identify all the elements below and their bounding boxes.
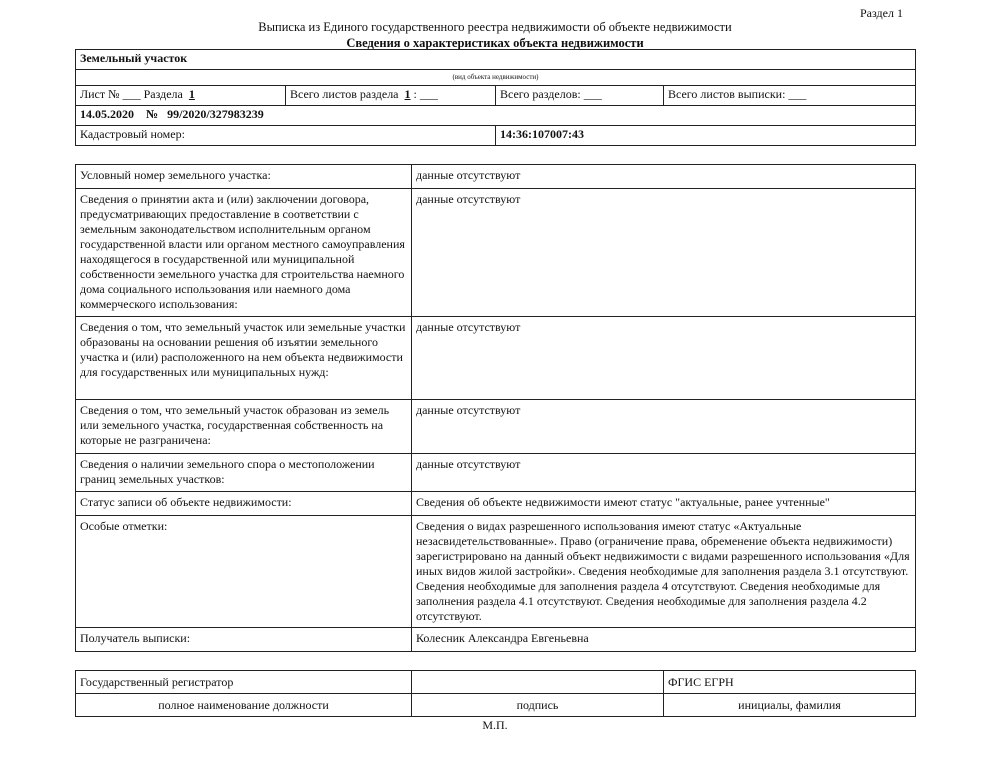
row-value: Сведения о видах разрешенного использования имеют статус «Актуальные незасвидетельствованные». Право (ограничение права, обременение объекта недвижимости) зарегистрировано на данный объект недвижимости с видами разрешенного использования «Для иных видов жилой застройки». Сведения необходимые для заполнения раздела 3.1 отсутствуют. Сведения необходимые для заполнения раздела 4 отсутствуют. Сведения необходимые для заполнения раздела 4.1 отсутствуют. Сведения необходимые для заполнения раздела 4.2 отсутствуют. <box>412 516 916 628</box>
row-label: Сведения о том, что земельный участок образован из земель или земельного участка, государственная собственность на которые не разграничена: <box>76 400 412 454</box>
sheet-number-cell <box>76 86 286 106</box>
object-header-table <box>75 49 916 146</box>
table-row <box>76 400 916 454</box>
extract-date: 14.05.2020 <box>80 107 134 121</box>
table-row <box>76 454 916 492</box>
table-row <box>76 492 916 516</box>
registrar-position: Государственный регистратор <box>76 671 412 694</box>
total-sheets-label: Всего листов раздела <box>290 87 399 101</box>
total-sheets-cell <box>286 86 496 106</box>
section-number: 1 <box>188 87 195 101</box>
signature-caption: подпись <box>412 694 664 717</box>
row-label: Особые отметки: <box>76 516 412 628</box>
row-value: данные отсутствуют <box>412 189 916 317</box>
row-value: данные отсутствуют <box>412 317 916 400</box>
row-value: данные отсутствуют <box>412 165 916 189</box>
table-row <box>76 317 916 400</box>
row-value: Колесник Александра Евгеньевна <box>412 628 916 652</box>
table-row <box>76 165 916 189</box>
object-type: Земельный участок <box>76 50 916 70</box>
signature-field <box>412 671 664 694</box>
initials-caption: инициалы, фамилия <box>664 694 916 717</box>
row-value: данные отсутствуют <box>412 400 916 454</box>
total-sections: Всего разделов: ___ <box>496 86 664 106</box>
row-label: Получатель выписки: <box>76 628 412 652</box>
registry-system: ФГИС ЕГРН <box>664 671 916 694</box>
sheet-number-label: Лист № ___ Раздела <box>80 87 183 101</box>
position-caption: полное наименование должности <box>76 694 412 717</box>
signature-table <box>75 670 916 717</box>
row-label: Статус записи об объекте недвижимости: <box>76 492 412 516</box>
characteristics-table <box>75 164 916 652</box>
table-row <box>76 516 916 628</box>
row-value: данные отсутствуют <box>412 454 916 492</box>
document-subtitle: Сведения о характеристиках объекта недвижимости <box>346 36 644 50</box>
row-label: Сведения о принятии акта и (или) заключении договора, предусматривающих предоставление в соответствии с земельным законодательством исполнительным органом государственной власти или органом местного самоуправления находящегося в государственной или муниципальной собственности земельного участка для строительства наемного дома социального использования или наемного дома коммерческого использования: <box>76 189 412 317</box>
object-type-caption: (вид объекта недвижимости) <box>76 70 916 86</box>
number-label: № <box>146 107 159 121</box>
table-row <box>76 189 916 317</box>
row-label: Сведения о наличии земельного спора о местоположении границ земельных участков: <box>76 454 412 492</box>
extract-number: 99/2020/327983239 <box>167 107 264 121</box>
section-label: Раздел 1 <box>860 6 903 20</box>
row-label: Сведения о том, что земельный участок или земельные участки образованы на основании решения об изъятии земельного участка и (или) расположенного на нем объекта недвижимости для государственных или муниципальных нужд: <box>76 317 412 400</box>
table-row <box>76 628 916 652</box>
row-value: Сведения об объекте недвижимости имеют статус "актуальные, ранее учтенные" <box>412 492 916 516</box>
document-title: Выписка из Единого государственного реестра недвижимости об объекте недвижимости <box>258 20 732 34</box>
date-number-cell <box>76 106 916 126</box>
cadastral-number: 14:36:107007:43 <box>496 126 916 146</box>
cadastral-label: Кадастровый номер: <box>76 126 496 146</box>
stamp-place: М.П. <box>482 718 508 732</box>
row-label: Условный номер земельного участка: <box>76 165 412 189</box>
total-extract-sheets: Всего листов выписки: ___ <box>664 86 916 106</box>
total-sheets-value: 1 <box>404 87 411 101</box>
total-sheets-suffix: : ___ <box>413 87 438 101</box>
